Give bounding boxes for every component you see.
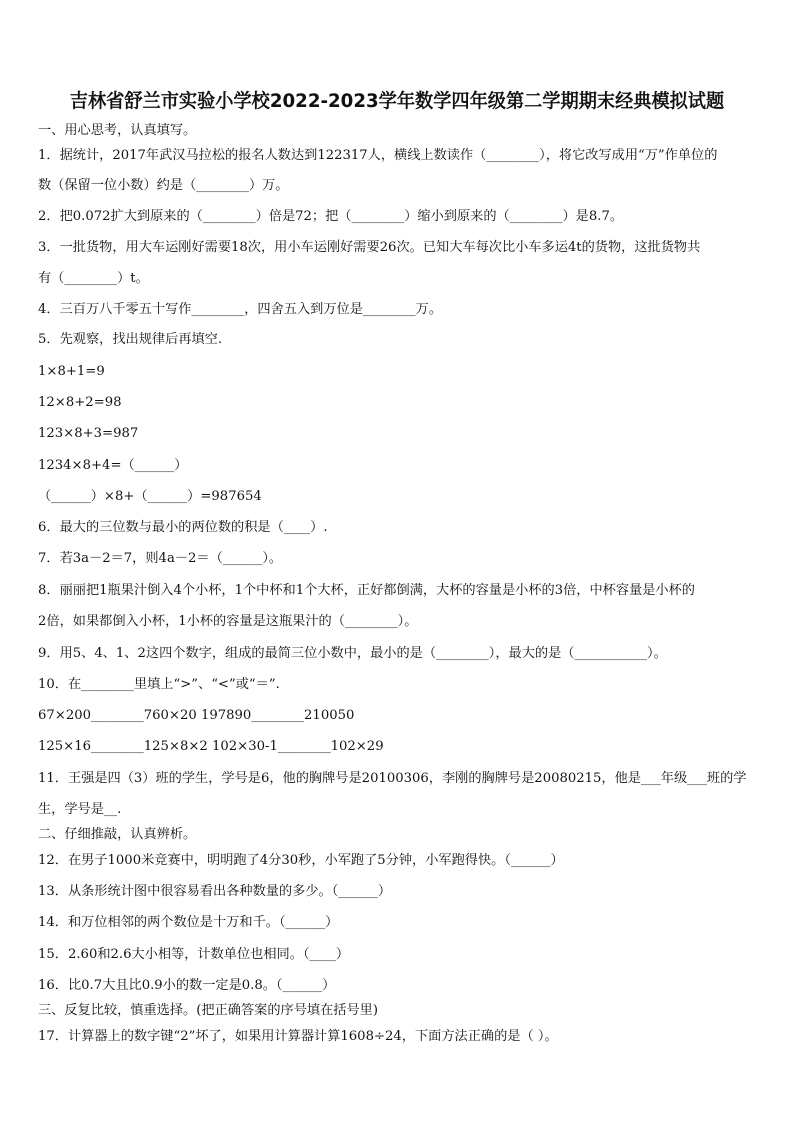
question-10-row-2: 125×16________125×8×2 102×30-1________102×29 bbox=[38, 739, 384, 754]
question-3-line-2: 有（________）t。 bbox=[38, 271, 149, 286]
question-3-line-1: 3．一批货物，用大车运刚好需要18次，用小车运刚好需要26次。已知大车每次比小车多运4t的货物，这批货物共 bbox=[38, 240, 701, 255]
question-10-row-1: 67×200________760×20 197890________210050 bbox=[38, 708, 355, 723]
question-5-heading: 5．先观察，找出规律后再填空. bbox=[38, 332, 223, 347]
section-2-heading: 二、仔细推敲，认真辨析。 bbox=[38, 827, 197, 842]
question-1-line-1: 1．据统计，2017年武汉马拉松的报名人数达到122317人，横线上数读作（________），将它改写成用“万”作单位的 bbox=[38, 148, 718, 163]
question-13: 13．从条形统计图中很容易看出各种数量的多少。（______） bbox=[38, 884, 392, 899]
question-12: 12．在男子1000米竞赛中，明明跑了4分30秒，小军跑了5分钟，小军跑得快。（______） bbox=[38, 853, 564, 868]
question-5-row-5: （______）×8+（______）=987654 bbox=[38, 489, 262, 504]
question-10-heading: 10．在________里填上“>”、“<”或“＝”. bbox=[38, 677, 280, 692]
question-15: 15．2.60和2.6大小相等，计数单位也相同。（____） bbox=[38, 947, 350, 962]
question-16: 16．比0.7大且比0.9小的数一定是0.8。（______） bbox=[38, 978, 336, 993]
question-5-row-1: 1×8+1=9 bbox=[38, 364, 105, 379]
question-8-line-2: 2倍，如果都倒入小杯，1小杯的容量是这瓶果汁的（________）。 bbox=[38, 614, 418, 629]
question-5-row-4: 1234×8+4=（______） bbox=[38, 458, 188, 473]
question-7: 7．若3a－2＝7，则4a－2＝（______）。 bbox=[38, 551, 283, 566]
question-8-line-1: 8．丽丽把1瓶果汁倒入4个小杯，1个中杯和1个大杯，正好都倒满，大杯的容量是小杯的3倍，中杯容量是小杯的 bbox=[38, 583, 695, 598]
section-3-heading: 三、反复比较，慎重选择。(把正确答案的序号填在括号里) bbox=[38, 1003, 378, 1018]
question-9: 9．用5、4、1、2这四个数字，组成的最简三位小数中，最小的是（________），最大的是（___________）。 bbox=[38, 646, 667, 661]
question-11-line-2: 生，学号是__. bbox=[38, 802, 122, 817]
question-11-line-1: 11．王强是四（3）班的学生，学号是6，他的胸牌号是20100306，李刚的胸牌号是20080215，他是___年级___班的学 bbox=[38, 771, 747, 786]
section-1-heading: 一、用心思考，认真填写。 bbox=[38, 123, 197, 138]
page-title: 吉林省舒兰市实验小学校2022-2023学年数学四年级第二学期期末经典模拟试题 bbox=[69, 90, 725, 112]
question-2: 2．把0.072扩大到原来的（________）倍是72；把（________）缩小到原来的（________）是8.7。 bbox=[38, 209, 624, 224]
question-5-row-2: 12×8+2=98 bbox=[38, 395, 122, 410]
question-17: 17．计算器上的数字键“2”坏了，如果用计算器计算1608÷24，下面方法正确的是（ ）。 bbox=[38, 1029, 558, 1044]
question-6: 6．最大的三位数与最小的两位数的积是（____）. bbox=[38, 520, 328, 535]
question-1-line-2: 数（保留一位小数）约是（________）万。 bbox=[38, 178, 289, 193]
question-14: 14．和万位相邻的两个数位是十万和千。（______） bbox=[38, 915, 339, 930]
question-4: 4．三百万八千零五十写作________，四舍五入到万位是________万。 bbox=[38, 302, 443, 317]
question-5-row-3: 123×8+3=987 bbox=[38, 426, 139, 441]
